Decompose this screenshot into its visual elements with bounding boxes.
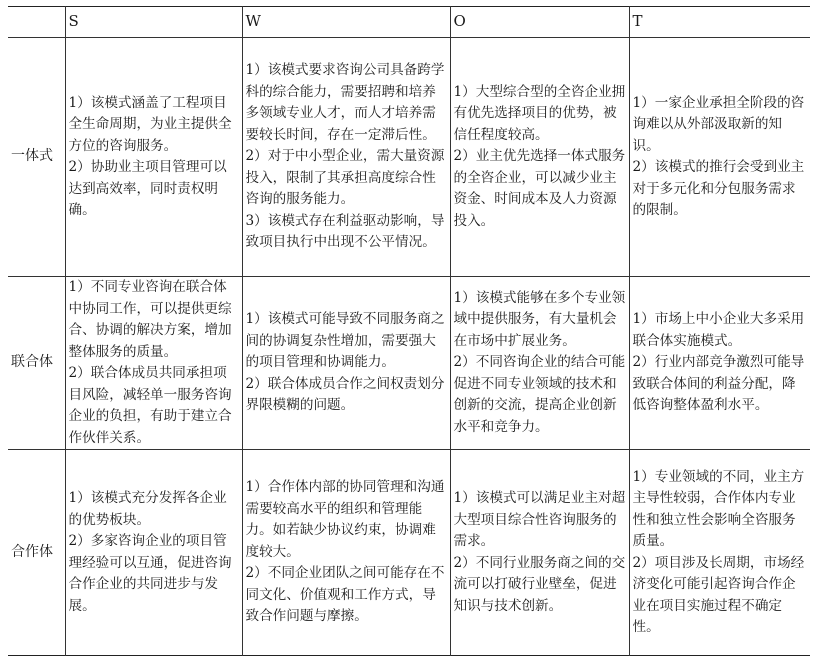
cell-item: 2）项目涉及长周期，市场经济变化可能引起咨询合作企业在项目实施过程不确定性。 [632, 554, 805, 635]
cell-opportunities [450, 450, 629, 656]
cell-item: 2）不同企业团队之间可能存在不同文化、价值观和工作方式，导致合作问题与摩擦。 [245, 565, 445, 625]
table-row [8, 277, 810, 450]
cell-item: 1）该模式要求咨询公司具备跨学科的综合能力，需要招聘和培养多领域专业人才，而人才培养需要较长时间，存在一定滞后性。 [245, 62, 445, 143]
cell-item: 2）多家咨询企业的项目管理经验可以互通，促进咨询合作企业的共同进步与发展。 [68, 533, 232, 614]
cell-weaknesses [242, 38, 450, 277]
cell-threats [629, 38, 810, 277]
cell-item: 2）对于中小型企业，需大量资源投入，限制了其承担高度综合性咨询的服务能力。 [245, 148, 445, 208]
row-label: 一体式 [8, 38, 65, 277]
cell-strengths [65, 277, 242, 450]
cell-item: 1）合作体内部的协同管理和沟通需要较高水平的组织和管理能力。如若缺少协议约束，协调难度较大。 [245, 479, 445, 560]
cell-item: 2）协助业主项目管理可以达到高效率，同时责权明确。 [68, 159, 227, 218]
cell-item: 2）不同行业服务商之间的交流可以打破行业壁垒，促进知识与技术创新。 [453, 554, 626, 614]
header-threats: T [629, 7, 810, 38]
cell-strengths [65, 450, 242, 656]
cell-item: 1）该模式充分发挥各企业的优势板块。 [68, 490, 227, 528]
cell-item: 1）不同专业咨询在联合体中协同工作，可以提供更综合、协调的解决方案，增加整体服务的质量。 [68, 279, 232, 360]
table-row [8, 450, 810, 656]
cell-threats [629, 277, 810, 450]
row-label: 联合体 [8, 277, 65, 450]
cell-item: 2）联合体成员共同承担项目风险，减轻单一服务咨询企业的负担，有助于建立合作伙伴关系。 [68, 365, 232, 446]
cell-item: 1）一家企业承担全阶段的咨询难以从外部汲取新的知识。 [632, 94, 805, 154]
cell-item: 2）不同咨询企业的结合可能促进不同专业领域的技术和创新的交流，提高企业创新水平和竞争力。 [453, 354, 626, 435]
header-row [8, 7, 810, 38]
cell-item: 1）市场上中小企业大多采用联合体实施模式。 [632, 311, 805, 349]
cell-weaknesses [242, 450, 450, 656]
cell-item: 1）该模式涵盖了工程项目全生命周期，为业主提供全方位的咨询服务。 [68, 94, 232, 154]
row-label: 合作体 [8, 450, 65, 656]
cell-item: 1）专业领域的不同，业主方主导性较弱，合作体内专业性和独立性会影响全咨服务质量。 [632, 468, 805, 549]
cell-strengths [65, 38, 242, 277]
cell-opportunities [450, 277, 629, 450]
cell-item: 1）大型综合型的全咨企业拥有优先选择项目的优势，被信任程度较高。 [453, 83, 626, 143]
cell-item: 2）行业内部竞争激烈可能导致联合体间的利益分配，降低咨询整体盈利水平。 [632, 354, 805, 414]
header-weaknesses: W [242, 7, 450, 38]
cell-item: 2）该模式的推行会受到业主对于多元化和分包服务需求的限制。 [632, 159, 805, 218]
cell-item: 2）业主优先选择一体式服务的全咨企业，可以减少业主资金、时间成本及人力资源投入。 [453, 148, 626, 229]
table-row [8, 38, 810, 277]
cell-weaknesses [242, 277, 450, 450]
cell-opportunities [450, 38, 629, 277]
header-opportunities: O [450, 7, 629, 38]
cell-item: 1）该模式能够在多个专业领域中提供服务，有大量机会在市场中扩展业务。 [453, 289, 626, 349]
cell-item: 1）该模式可能导致不同服务商之间的协调复杂性增加，需要强大的项目管理和协调能力。 [245, 311, 445, 371]
header-corner [8, 7, 65, 38]
swot-table [8, 6, 810, 656]
cell-item: 3）该模式存在利益驱动影响，导致项目执行中出现不公平情况。 [245, 212, 445, 251]
cell-item: 1）该模式可以满足业主对超大型项目综合性咨询服务的需求。 [453, 490, 626, 549]
cell-item: 2）联合体成员合作之间权责划分界限模糊的问题。 [245, 375, 445, 414]
cell-threats [629, 450, 810, 656]
header-strengths: S [65, 7, 242, 38]
